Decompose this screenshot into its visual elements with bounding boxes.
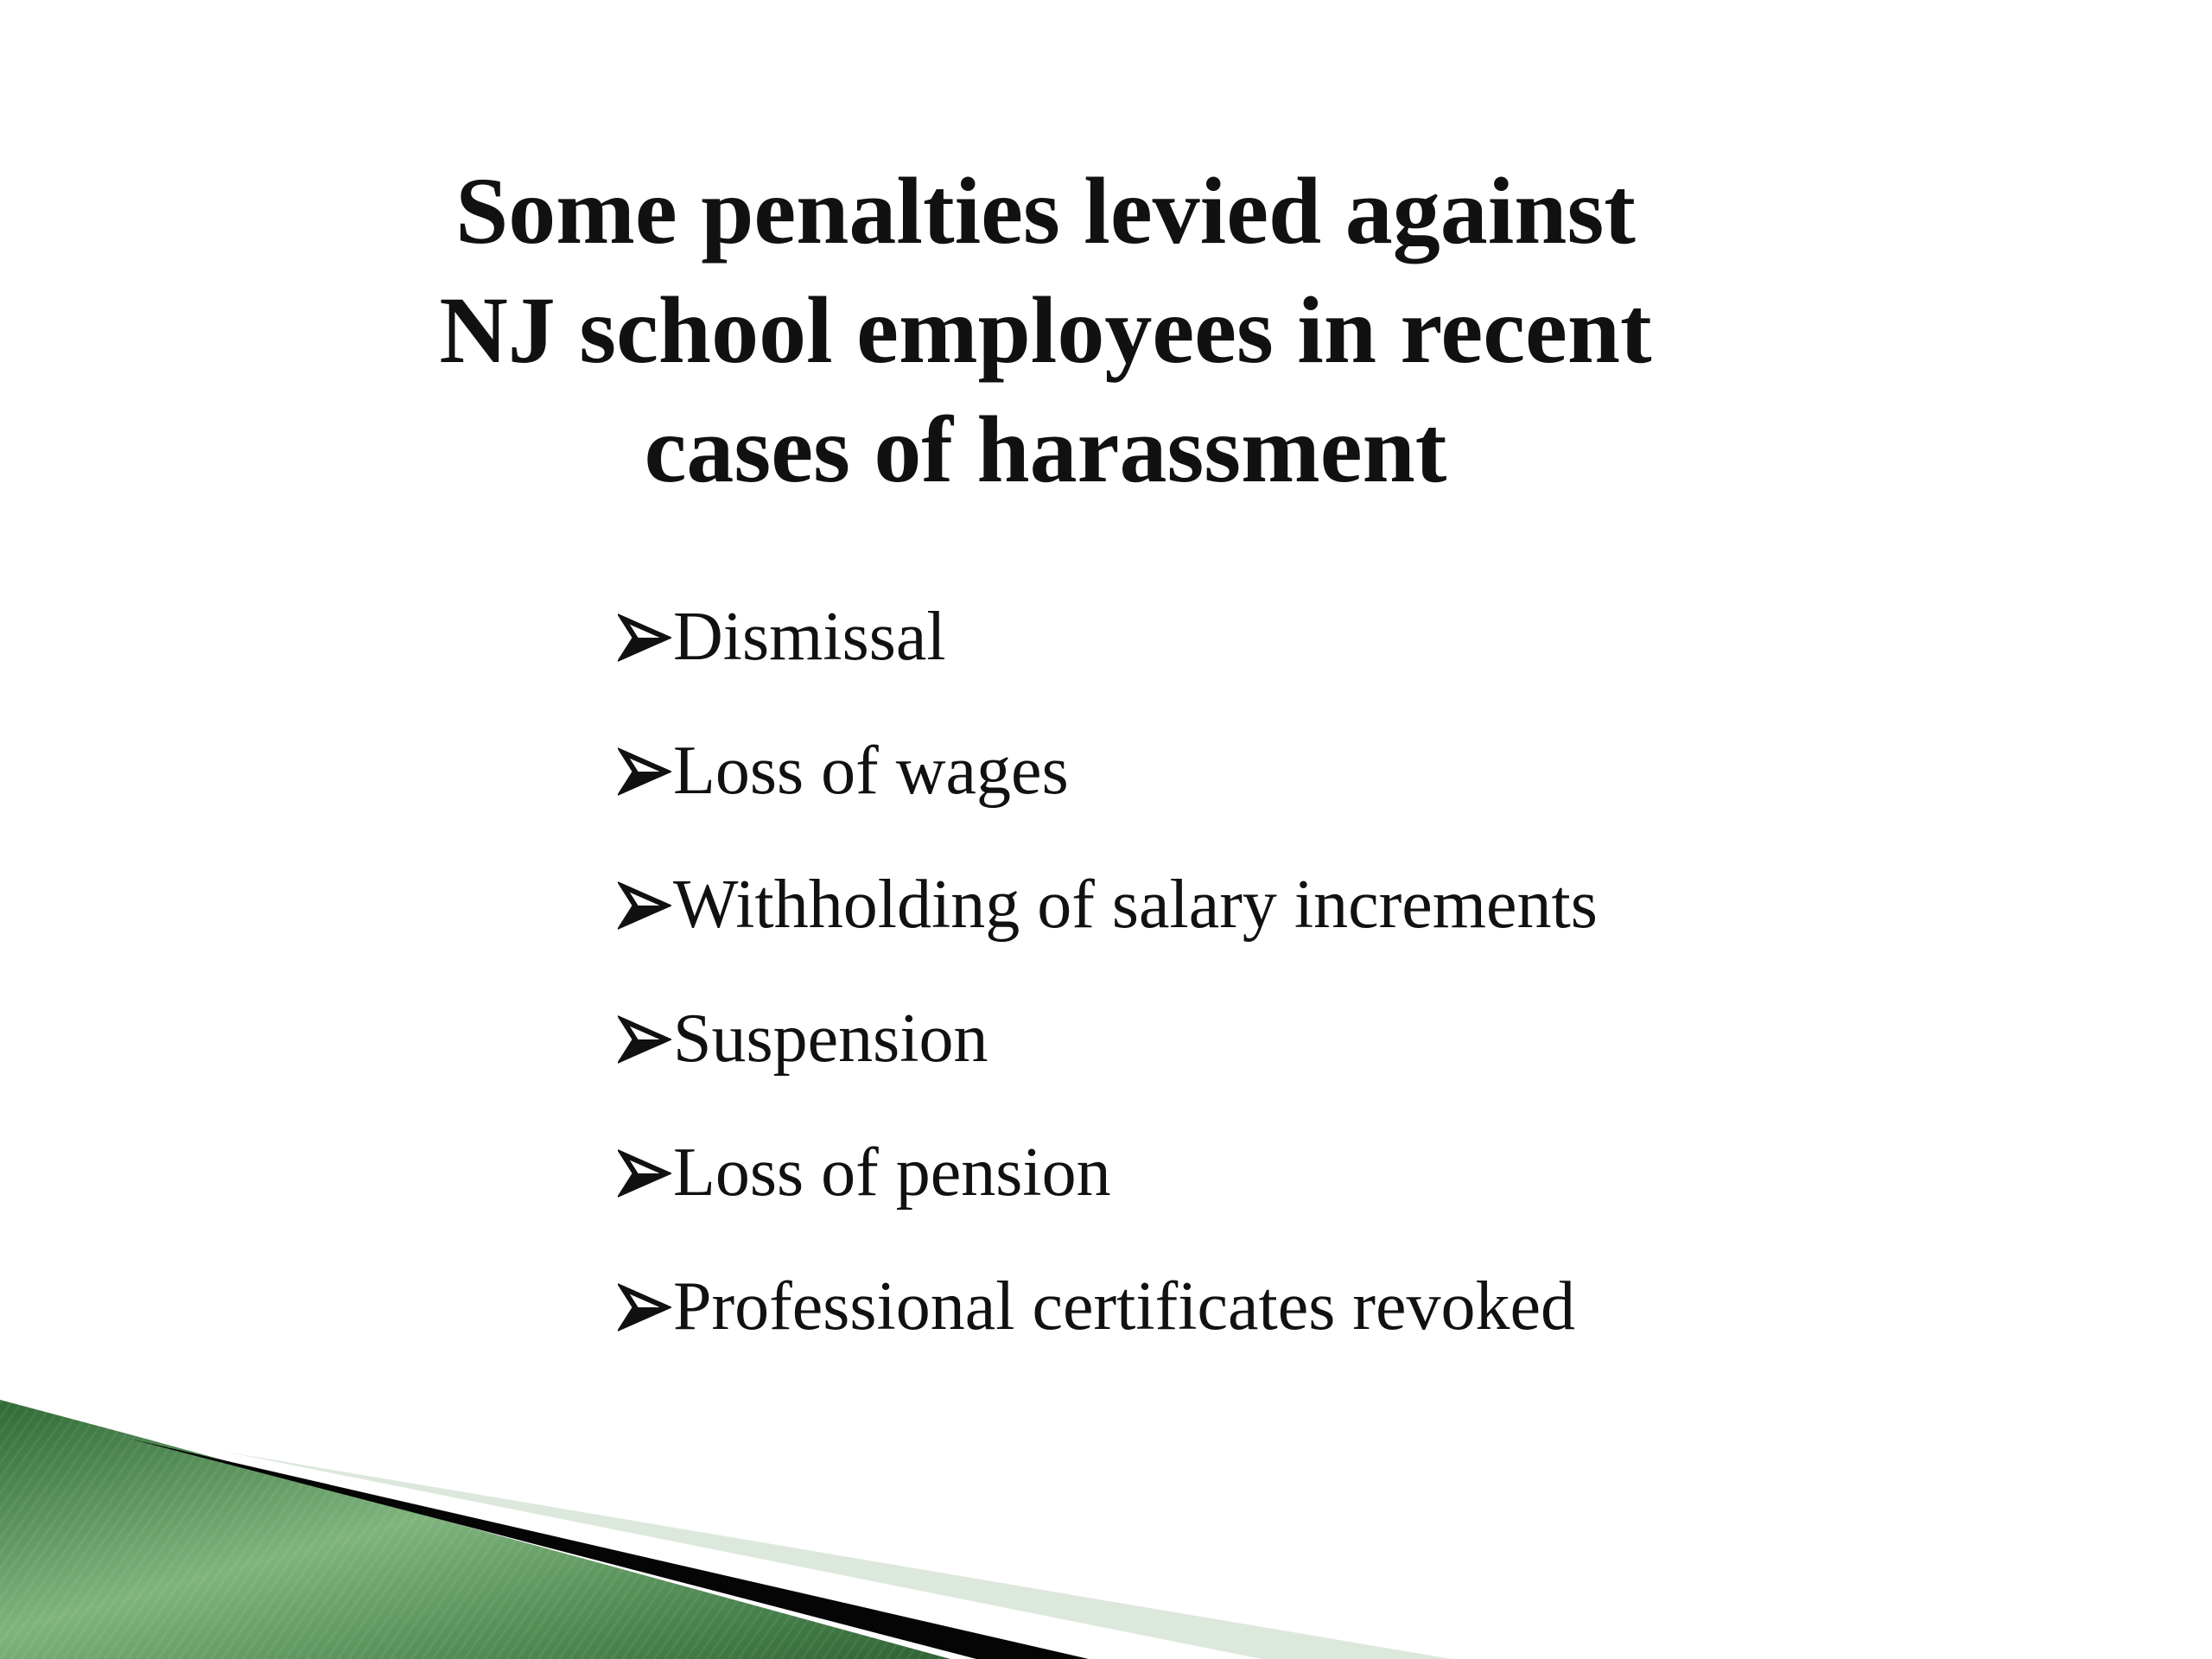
arrowhead-bullet-icon: [618, 746, 671, 798]
title-line-1: Some penalties levied against: [455, 158, 1636, 264]
black-sliver: [130, 1439, 1089, 1659]
bullet-text: Withholding of salary increments: [673, 867, 1598, 943]
slide-title: [328, 151, 1763, 509]
bullet-text: Loss of pension: [673, 1135, 1111, 1211]
arrowhead-bullet-icon: [618, 880, 671, 931]
list-item: [618, 570, 1914, 704]
list-item: [618, 972, 1914, 1106]
arrowhead-bullet-icon: [618, 612, 671, 664]
list-item: [618, 838, 1914, 972]
title-line-2: NJ school employees in recent: [439, 277, 1652, 383]
arrowhead-bullet-icon: [618, 1147, 671, 1199]
title-line-3: cases of harassment: [644, 397, 1447, 502]
pale-wedge: [225, 1452, 1452, 1659]
bullet-text: Suspension: [673, 1001, 988, 1077]
bullet-text: Loss of wages: [673, 733, 1069, 809]
arrowhead-bullet-icon: [618, 1281, 671, 1333]
arrowhead-bullet-icon: [618, 1014, 671, 1065]
bullet-text: Professional certificates revoked: [673, 1268, 1576, 1344]
list-item: [618, 704, 1914, 838]
bullet-text: Dismissal: [673, 599, 946, 675]
penalty-list: [618, 570, 1914, 1374]
green-band: [0, 1400, 950, 1659]
list-item: [618, 1240, 1914, 1374]
list-item: [618, 1106, 1914, 1240]
